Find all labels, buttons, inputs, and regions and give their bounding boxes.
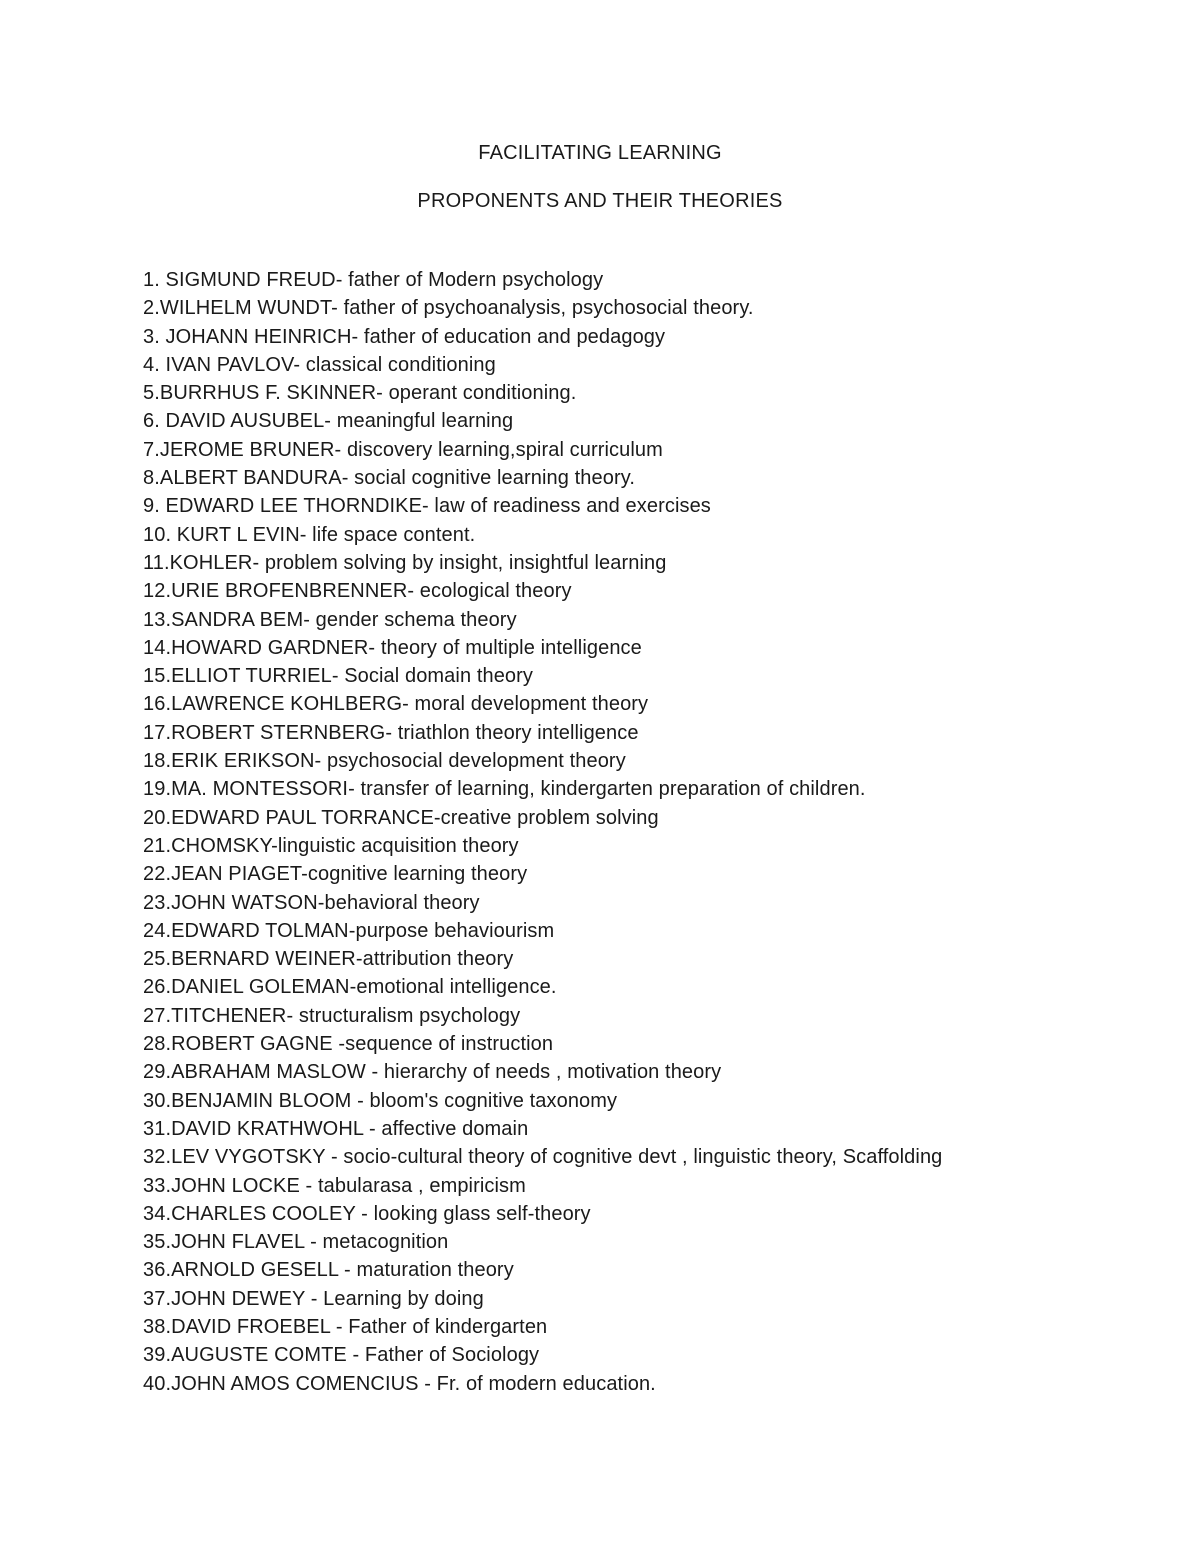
list-item: 20.EDWARD PAUL TORRANCE-creative problem solving: [143, 806, 659, 829]
list-item: 23.JOHN WATSON-behavioral theory: [143, 891, 480, 914]
list-item: 14.HOWARD GARDNER- theory of multiple intelligence: [143, 636, 642, 659]
list-item: 36.ARNOLD GESELL - maturation theory: [143, 1259, 514, 1282]
list-item: 32.LEV VYGOTSKY - socio-cultural theory of cognitive devt , linguistic theory, Scaffolding: [143, 1146, 943, 1169]
list-item: 7.JEROME BRUNER- discovery learning,spiral curriculum: [143, 438, 663, 461]
list-item: 21.CHOMSKY-linguistic acquisition theory: [143, 834, 519, 857]
list-item: 33.JOHN LOCKE - tabularasa , empiricism: [143, 1174, 526, 1197]
list-item: 27.TITCHENER- structuralism psychology: [143, 1004, 521, 1027]
list-item: 9. EDWARD LEE THORNDIKE- law of readiness and exercises: [143, 495, 711, 518]
list-item: 8.ALBERT BANDURA- social cognitive learning theory.: [143, 467, 635, 490]
list-item: 15.ELLIOT TURRIEL- Social domain theory: [143, 665, 534, 688]
list-item: 24.EDWARD TOLMAN-purpose behaviourism: [143, 919, 555, 942]
list-item: 13.SANDRA BEM- gender schema theory: [143, 608, 517, 631]
list-item: 5.BURRHUS F. SKINNER- operant conditioning.: [143, 382, 577, 405]
list-item: 6. DAVID AUSUBEL- meaningful learning: [143, 410, 514, 433]
list-item: 16.LAWRENCE KOHLBERG- moral development theory: [143, 693, 649, 716]
list-item: 39.AUGUSTE COMTE - Father of Sociology: [143, 1344, 540, 1367]
list-item: 31.DAVID KRATHWOHL - affective domain: [143, 1117, 529, 1140]
document-title: FACILITATING LEARNING: [478, 142, 722, 164]
list-item: 30.BENJAMIN BLOOM - bloom's cognitive taxonomy: [143, 1089, 618, 1112]
list-item: 3. JOHANN HEINRICH- father of education and pedagogy: [143, 325, 666, 348]
list-item: 12.URIE BROFENBRENNER- ecological theory: [143, 580, 572, 603]
list-item: 10. KURT L EVIN- life space content.: [143, 523, 476, 546]
list-item: 26.DANIEL GOLEMAN-emotional intelligence.: [143, 976, 557, 999]
list-item: 1. SIGMUND FREUD- father of Modern psychology: [143, 269, 604, 291]
document-subtitle: PROPONENTS AND THEIR THEORIES: [417, 190, 783, 212]
list-item: 11.KOHLER- problem solving by insight, insightful learning: [143, 551, 667, 574]
list-item: 29.ABRAHAM MASLOW - hierarchy of needs , motivation theory: [143, 1061, 722, 1084]
list-item: 28.ROBERT GAGNE -sequence of instruction: [143, 1033, 554, 1056]
list-item: 35.JOHN FLAVEL - metacognition: [143, 1231, 449, 1254]
proponents-list: [143, 266, 942, 1398]
list-item: 19.MA. MONTESSORI- transfer of learning, kindergarten preparation of children.: [143, 778, 866, 801]
list-item: 40.JOHN AMOS COMENCIUS - Fr. of modern education.: [143, 1372, 656, 1395]
list-item: 38.DAVID FROEBEL - Father of kindergarten: [143, 1315, 548, 1338]
list-item: 25.BERNARD WEINER-attribution theory: [143, 948, 514, 971]
list-item: 34.CHARLES COOLEY - looking glass self-theory: [143, 1202, 591, 1225]
list-item: 2.WILHELM WUNDT- father of psychoanalysis, psychosocial theory.: [143, 297, 754, 320]
list-item: 17.ROBERT STERNBERG- triathlon theory intelligence: [143, 721, 639, 744]
list-item: 37.JOHN DEWEY - Learning by doing: [143, 1287, 484, 1310]
list-item: 22.JEAN PIAGET-cognitive learning theory: [143, 863, 528, 886]
list-item: 4. IVAN PAVLOV- classical conditioning: [143, 353, 496, 376]
list-item: 18.ERIK ERIKSON- psychosocial development theory: [143, 750, 626, 773]
